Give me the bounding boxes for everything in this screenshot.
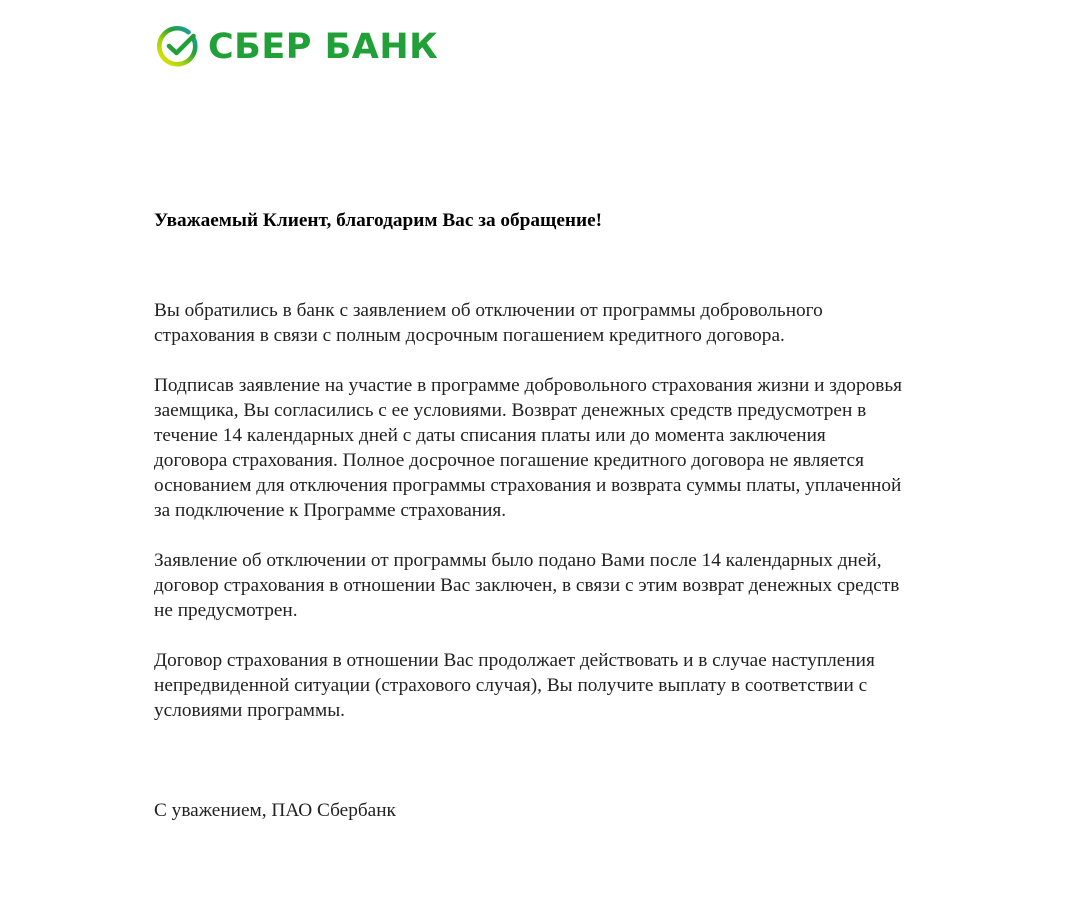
paragraph-line: заемщика, Вы согласились с ее условиями. Возврат денежных средств предусмотрен в: [154, 400, 867, 421]
greeting: Уважаемый Клиент, благодарим Вас за обращение!: [154, 210, 603, 231]
letter-body: [154, 208, 1014, 823]
sber-check-icon: [156, 25, 200, 69]
paragraph-line: непредвиденной ситуации (страхового случая), Вы получите выплату в соответствии с: [154, 675, 868, 696]
closing-signature: С уважением, ПАО Сбербанк: [154, 800, 396, 821]
logo-wordmark: СБЕР БАНК: [208, 27, 439, 67]
paragraph-line: Заявление об отключении от программы было подано Вами после 14 календарных дней,: [154, 550, 882, 571]
paragraph-line: договора страхования. Полное досрочное погашение кредитного договора не является: [154, 450, 864, 471]
paragraph-1: [154, 298, 1014, 348]
paragraph-line: страхования в связи с полным досрочным погашением кредитного договора.: [154, 325, 785, 346]
paragraph-line: Вы обратились в банк с заявлением об отключении от программы добровольного: [154, 300, 823, 321]
paragraph-2: [154, 373, 1014, 523]
paragraph-3: [154, 548, 1014, 623]
paragraph-line: договор страхования в отношении Вас заключен, в связи с этим возврат денежных средств: [154, 575, 900, 596]
paragraph-line: основанием для отключения программы страхования и возврата суммы платы, уплаченной: [154, 475, 902, 496]
paragraph-line: за подключение к Программе страхования.: [154, 500, 507, 521]
paragraph-line: условиями программы.: [154, 700, 345, 721]
paragraph-4: [154, 648, 1014, 723]
paragraph-line: течение 14 календарных дней с даты списания платы или до момента заключения: [154, 425, 826, 446]
paragraph-line: Подписав заявление на участие в программе добровольного страхования жизни и здоровья: [154, 375, 902, 396]
sberbank-logo: [156, 25, 438, 69]
paragraph-line: Договор страхования в отношении Вас продолжает действовать и в случае наступления: [154, 650, 875, 671]
paragraph-line: не предусмотрен.: [154, 600, 298, 621]
